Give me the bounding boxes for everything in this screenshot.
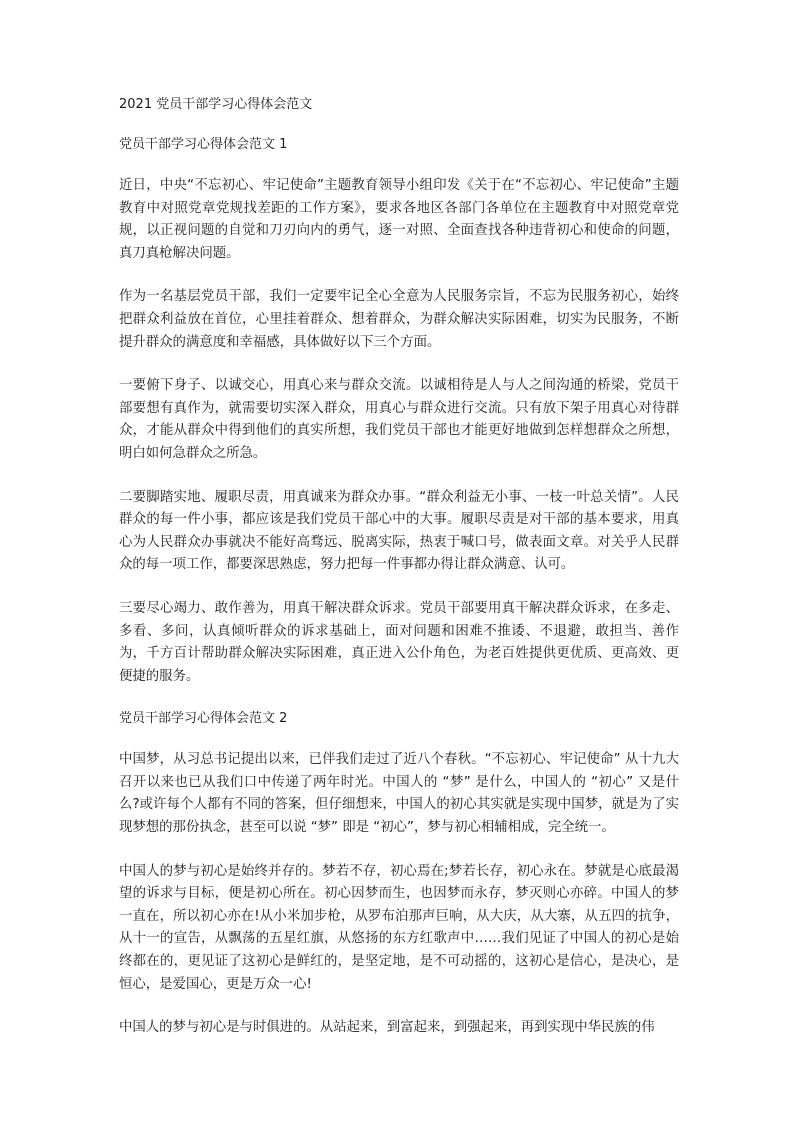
paragraph: 一要俯下身子、以诚交心，用真心来与群众交流。以诚相待是人与人之间沟通的桥梁，党员干部要想有真作为，就需要切实深入群众，用真心与群众进行交流。只有放下架子用真心对待群众，才能从群众中得到他们的真实所想，我们党员干部也才能更好地做到怎样想群众之所想，明白如何急群众之所急。 — [119, 378, 679, 461]
paragraph: 二要脚踏实地、履职尽责，用真诚来为群众办事。“群众利益无小事、一枝一叶总关情”。人民群众的每一件小事，都应该是我们党员干部心中的大事。履职尽责是对干部的基本要求，用真心为人民群众办事就决不能好高骛远、脱离实际，热衷于喊口号，做表面文章。对关乎人民群众的每一项工作，都要深思熟虑，努力把每一件事都办得让群众满意、认可。 — [119, 489, 679, 573]
section-heading-2: 党员干部学习心得体会范文 2 — [119, 711, 288, 727]
document-page — [119, 95, 679, 1061]
paragraph: 三要尽心竭力、敢作善为，用真干解决群众诉求。党员干部要用真干解决群众诉求，在多走、多看、多问，认真倾听群众的诉求基础上，面对问题和困难不推诿、不退避，敢担当、善作为，千方百计帮助群众解决实际困难，真正进入公仆角色，为老百姓提供更优质、更高效、更便捷的服务。 — [119, 600, 679, 684]
paragraph: 中国人的梦与初心是始终并存的。梦若不存，初心焉在;梦若长存，初心永在。梦就是心底最渴望的诉求与目标，便是初心所在。初心因梦而生，也因梦而永存，梦灭则心亦碎。中国人的梦一直在，所以初心亦在!从小米加步枪，从罗布泊那声巨响，从大庆，从大寨，从五四的抗争，从十一的宣告，从飘荡的五星红旗，从悠扬的东方红歌声中……我们见证了中国人的初心是始终都在的，更见证了这初心是鲜红的，是坚定地，是不可动摇的，这初心是信心，是决心，是恒心，是爱国心，更是万众一心! — [119, 863, 679, 992]
section-heading-1: 党员干部学习心得体会范文 1 — [119, 137, 288, 152]
paragraph: 中国人的梦与初心是与时俱进的。从站起来，到富起来，到强起来，再到实现中华民族的伟 — [119, 1020, 655, 1036]
paragraph: 近日，中央“不忘初心、牢记使命”主题教育领导小组印发《关于在“不忘初心、牢记使命”主题教育中对照党章党规找差距的工作方案》，要求各地区各部门各单位在主题教育中对照党章党规，以正视问题的自觉和刀刃向内的勇气，逐一对照、全面查找各种违背初心和使命的问题，真刀真枪解决问题。 — [119, 178, 679, 261]
paragraph: 中国梦，从习总书记提出以来，已伴我们走过了近八个春秋。“不忘初心、牢记使命” 从十九大召开以来也已从我们口中传递了两年时光。中国人的 “梦” 是什么，中国人的 “初心” 又是什么?或许每个人都有不同的答案，但仔细想来，中国人的初心其实就是实现中国梦，就是为了实现梦想的那份执念，甚至可以说 “梦” 即是 “初心”，梦与初心相辅相成，完全统一。 — [119, 752, 679, 836]
document-title: 2021 党员干部学习心得体会范文 — [119, 97, 313, 112]
paragraph: 作为一名基层党员干部，我们一定要牢记全心全意为人民服务宗旨，不忘为民服务初心，始终把群众利益放在首位，心里挂着群众、想着群众，为群众解决实际困难，切实为民服务，不断提升群众的满意度和幸福感，具体做好以下三个方面。 — [119, 289, 679, 350]
